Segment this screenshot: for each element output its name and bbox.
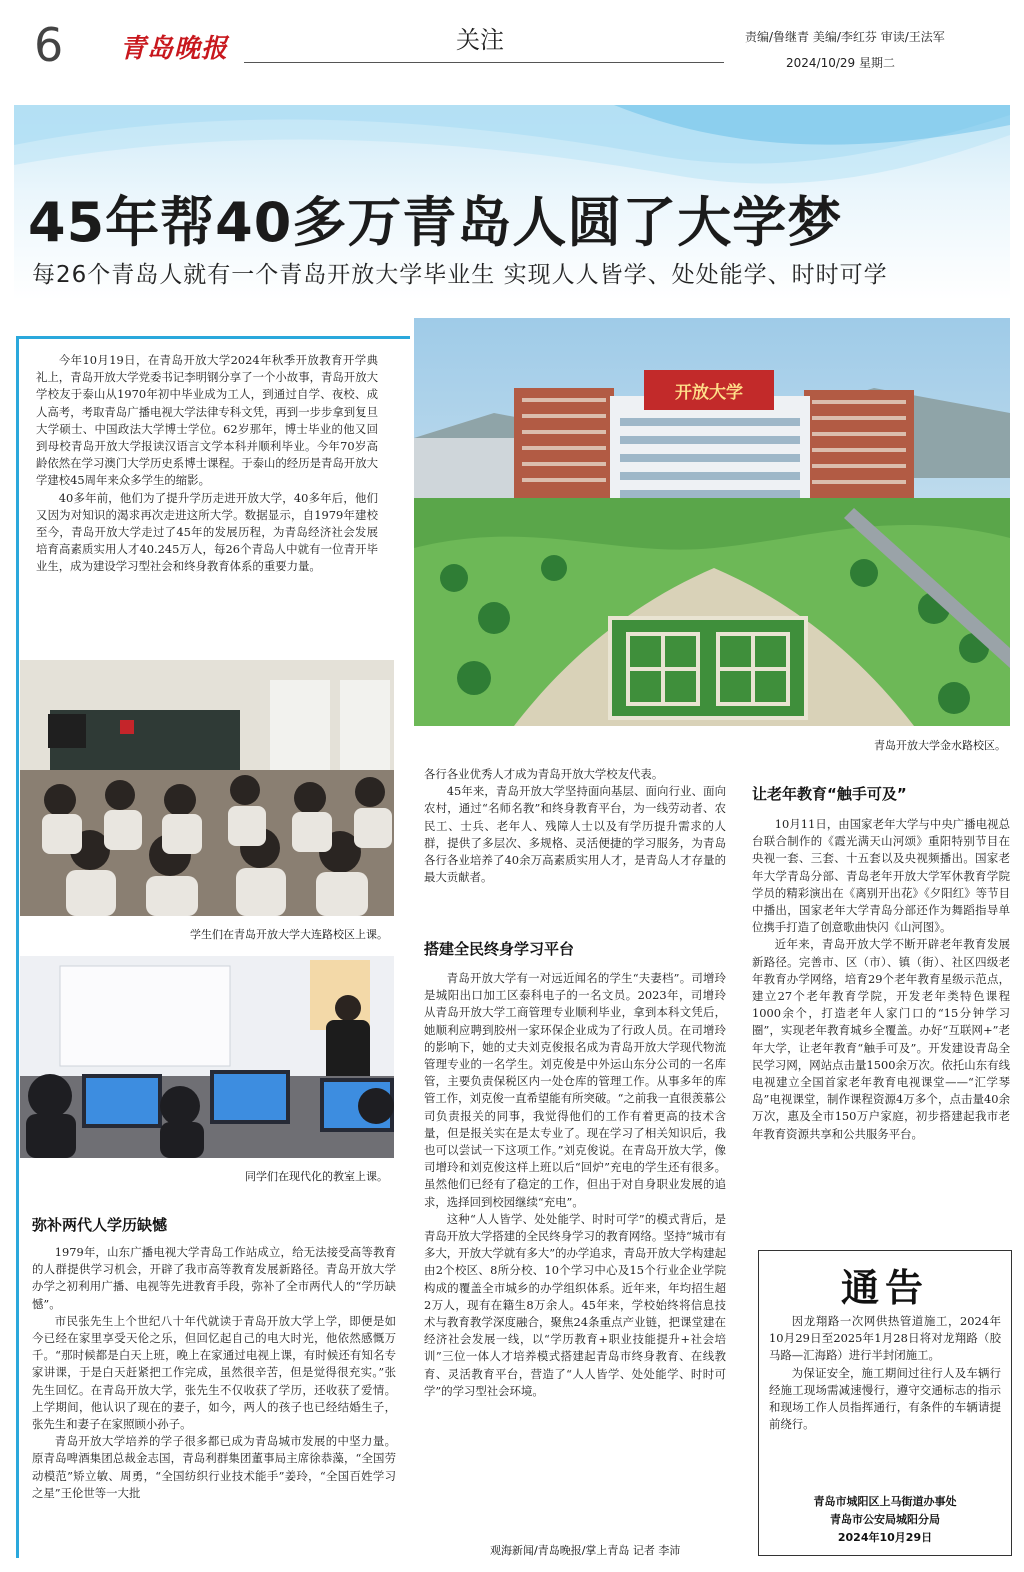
body-paragraph: 10月11日，由国家老年大学与中央广播电视总台联合制作的《霞光满天山河颂》重阳特别节目在央视一套、三套、十五套以及央视频播出。国家老年大学青岛分部、青岛老年开放大学军休教育学院学员的精彩演出在《离别开出花》《夕阳红》等节目中播出，国家老年大学青岛分部还作为舞蹈指导单位携手打造了创意歌曲快闪《山河图》。 [752, 817, 1010, 935]
photo-caption: 学生们在青岛开放大学大连路校区上课。 [190, 928, 388, 941]
notice-title: 通告 [840, 1266, 929, 1310]
notice-issuer: 青岛市公安局城阳分局 [830, 1513, 940, 1526]
body-paragraph: 青岛开放大学培养的学子很多都已成为青岛城市发展的中坚力量。原青岛啤酒集团总裁金志国，青岛利群集团董事局主席徐恭藻，“全国劳动模范”矫立敏、周勇，“全国纺织行业技术能手”姜玲，“全国百姓学习之星”王伦世等一大批 [32, 1434, 396, 1500]
photo-classroom-old [20, 660, 394, 916]
body-paragraph: 1979年，山东广播电视大学青岛工作站成立，给无法接受高等教育的人群提供学习机会，开辟了我市高等教育发展新路径。青岛开放大学办学之初利用广播、电视等先进教育手段，弥补了全市两代人的“学历缺憾”。 [32, 1245, 396, 1311]
body-paragraph: 市民张先生上个世纪八十年代就读于青岛开放大学上学，即便是如今已经在家里享受天伦之乐，但回忆起自己的电大时光，他依然感慨万千。“那时候都是白天上班，晚上在家通过电视上课，有时候还有知名专家讲课，于是白天赶紧把工作完成，虽然很辛苦，但是觉得很充实。”张先生回忆。在青岛开放大学，张先生不仅收获了学历，还收获了爱情。上学期间，他认识了现在的妻子，如今，两人的孩子也已经结婚生子，张先生和妻子在家照顾小孙子。 [32, 1313, 396, 1432]
public-notice [758, 1250, 1012, 1556]
body-paragraph: 青岛开放大学有一对远近闻名的学生“夫妻档”。司增玲是城阳出口加工区泰科电子的一名文员。2023年，司增玲从青岛开放大学工商管理专业顺利毕业，拿到本科文凭后，她顺利应聘到胶州一家环保企业成为了行政人员。在司增玲的影响下，她的丈夫刘克俊报名成为青岛开放大学现代物流管理专业的一名学生。刘克俊是中外运山东分公司的一名库管，主要负责保税区内一处仓库的管理工作。从事多年的库管工作，刘克俊一直希望能有所突破。“之前我一直很羡慕公司负责报关的同事，我觉得他们的工作有着更高的技术含量，但是报关实在是太专业了。现在学习了相关知识后，我也可以尝试一下这项工作。”刘克俊说。在青岛开放大学，像司增玲和刘克俊这样上班以后“回炉”充电的学生还有很多。虽然他们已经有了稳定的工作，但出于对自身职业发展的追求，选择回到校园继续“充电”。 [424, 971, 726, 1209]
notice-paragraph: 为保证安全，施工期间过往行人及车辆行经施工现场需减速慢行，遵守交通标志的指示和现场工作人员指挥通行，有条件的车辆请提前绕行。 [769, 1365, 1001, 1432]
notice-paragraph: 因龙翔路一次网供热管道施工，2024年10月29日至2025年1月28日将对龙翔路（胶马路—汇海路）进行半封闭施工。 [769, 1314, 1001, 1363]
publication-date: 2024/10/29 星期二 [786, 56, 895, 70]
body-paragraph: 这种“人人皆学、处处能学、时时可学”的模式背后，是青岛开放大学搭建的全民终身学习的教育网络。坚持“城市有多大，开放大学就有多大”的办学追求，青岛开放大学构建起由2个校区、8所分校、10个学习中心及15个行业企业学院构成的覆盖全市城乡的办学组织体系。近年来，年均招生超2万人，现有在籍生8万余人。45年来，学校始终将信息技术与教育教学深度融合，聚焦24条重点产业链，把课堂建在经济社会发展一线，以“学历教育+职业技能提升+社会培训”三位一体人才培养模式搭建起青岛市终身教育、在线教育、灵活教育平台，营造了“人人皆学、处处能学、时时可学”的学习型社会环境。 [424, 1211, 726, 1398]
byline: 观海新闻/青岛晚报/掌上青岛 记者 李沛 [490, 1544, 681, 1557]
photo-caption: 同学们在现代化的教室上课。 [245, 1170, 388, 1183]
campus-building-sign: 开放大学 [675, 383, 743, 403]
body-paragraph: 45年来，青岛开放大学坚持面向基层、面向行业、面向农村，通过“名师名教”和终身教育平台，为一线劳动者、农民工、士兵、老年人、残障人士以及有学历提升需求的人群，提供了多层次、多规格、灵活便捷的学习服务，为青岛各行各业培养了40余万高素质实用人才，是青岛人才存量的最大贡献者。 [424, 784, 726, 885]
header-divider [244, 62, 724, 63]
page-number: 6 [34, 18, 64, 72]
photo-campus [414, 318, 1010, 726]
masthead-logo: 青岛晚报 [120, 34, 229, 64]
photo-classroom-new [20, 956, 394, 1158]
notice-body [769, 1313, 1001, 1433]
intro-text [36, 352, 378, 576]
mid-column-text [424, 766, 726, 886]
section-heading: 搭建全民终身学习平台 [424, 940, 575, 958]
intro-paragraph: 今年10月19日，在青岛开放大学2024年秋季开放教育开学典礼上，青岛开放大学党委书记李明钢分享了一个小故事，青岛开放大学校友于泰山从1970年初中毕业成为工人，到通过自学、夜校、成人高考，考取青岛广播电视大学法律专科文凭，再到一步步拿到复旦大学硕士、中国政法大学博士学位。62岁那年，博士毕业的他又回到母校青岛开放大学报读汉语言文学本科并顺利毕业。今年70岁高龄依然在学习澳门大学历史系博士课程。于泰山的经历是青岛开放大学建校45周年来众多学生的缩影。 [36, 353, 378, 488]
section-heading: 让老年教育“触手可及” [752, 785, 907, 803]
section3-text [752, 816, 1010, 1143]
section-heading: 弥补两代人学历缺憾 [32, 1216, 168, 1234]
intro-paragraph: 40多年前，他们为了提升学历走进开放大学，40多年后，他们又因为对知识的渴求再次走进这所大学。数据显示，自1979年建校至今，青岛开放大学走过了45年的发展历程，为青岛经济社会发展培育高素质实用人才40.245万人，每26个青岛人中就有一位青开毕业生，成为建设学习型社会和终身教育体系的重要力量。 [36, 490, 378, 574]
headline: 45年帮40多万青岛人圆了大学梦 [28, 191, 843, 254]
section-title: 关注 [456, 26, 504, 54]
notice-date: 2024年10月29日 [837, 1531, 933, 1544]
body-paragraph: 近年来，青岛开放大学不断开辟老年教育发展新路径。完善市、区（市）、镇（街）、社区四级老年教育办学网络，培育29个老年教育星级示范点，建立27个老年教育学院，开发老年类特色课程1000余个，打造老年人家门口的“15分钟学习圈”，实现老年教育城乡全覆盖。办好“互联网+”老年大学，让老年教育“触手可及”。开发建设青岛全民学习网，网站点击量1500余万次。依托山东有线电视建立全国首家老年教育电视课堂——“汇学琴岛”电视课堂，制作课程资源4万多个，点击量40余万次，惠及全市150万户家庭，初步搭建起我市老年教育资源共享和公共服务平台。 [752, 937, 1010, 1141]
section2-text [424, 970, 726, 1400]
body-paragraph: 各行各业优秀人才成为青岛开放大学校友代表。 [424, 767, 664, 781]
notice-issuer: 青岛市城阳区上马街道办事处 [813, 1495, 957, 1508]
section1-text [32, 1244, 396, 1502]
photo-caption: 青岛开放大学金水路校区。 [874, 739, 1006, 752]
editor-credits: 责编/鲁继青 美编/李红芬 审读/王法军 [745, 30, 945, 44]
subheadline: 每26个青岛人就有一个青岛开放大学毕业生 实现人人皆学、处处能学、时时可学 [32, 262, 888, 288]
